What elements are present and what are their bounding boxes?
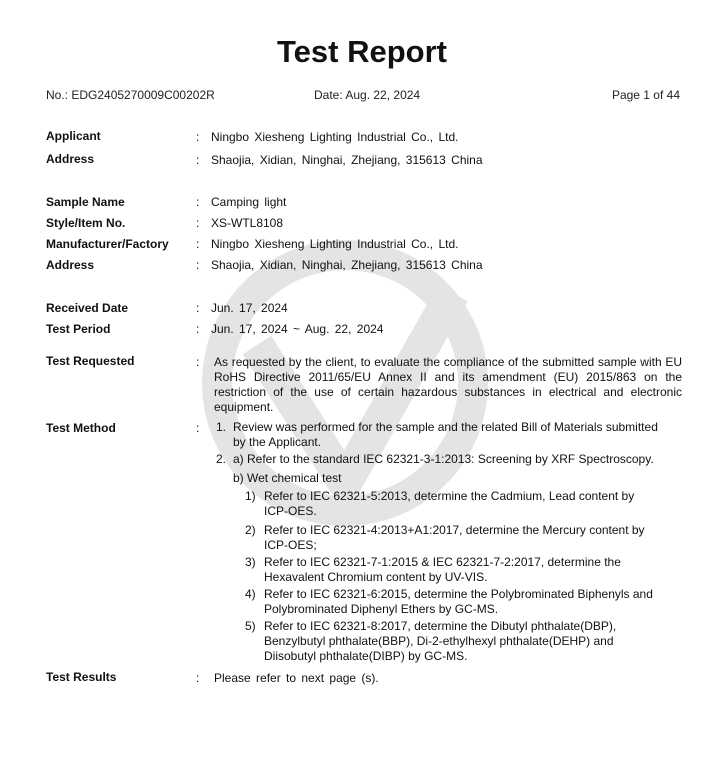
colon: : <box>196 195 200 209</box>
subitem-line: Refer to IEC 62321-7-1:2015 & IEC 62321-7-2:2017, determine the <box>264 555 621 569</box>
colon: : <box>196 671 200 685</box>
test-requested-label: Test Requested <box>46 354 135 368</box>
address-label: Address <box>46 152 95 166</box>
factory-address-label: Address <box>46 258 95 272</box>
method-item1-line2: by the Applicant. <box>233 435 322 449</box>
subitem-number: 4) <box>245 587 256 601</box>
received-date-value: Jun. 17, 2024 <box>211 301 288 315</box>
subitem-number: 2) <box>245 523 256 537</box>
test-results-label: Test Results <box>46 670 117 684</box>
page-number: Page 1 of 44 <box>611 88 680 102</box>
subitem-line: Hexavalent Chromium content by UV-VIS. <box>264 570 488 584</box>
manufacturer-value: Ningbo Xiesheng Lighting Industrial Co., Ltd. <box>211 237 459 251</box>
report-title: Test Report <box>277 34 447 69</box>
test-requested-value: As requested by the client, to evaluate the compliance of the submitted sample with EU RoHS Directive 2011/65/EU Annex II and its amendment (EU) 2015/863 on the restriction of the use of certain hazardous substances in electrical and electronic equipment. <box>214 355 682 414</box>
subitem-line: Refer to IEC 62321-5:2013, determine the Cadmium, Lead content by <box>264 489 635 503</box>
subitem-line: ICP-OES. <box>264 504 317 518</box>
colon: : <box>196 237 200 251</box>
received-date-label: Received Date <box>46 301 129 315</box>
colon: : <box>196 130 200 144</box>
report-number: No.: EDG2405270009C00202R <box>46 88 215 102</box>
report-date: Date: Aug. 22, 2024 <box>314 88 421 102</box>
subitem-line: Diisobutyl phthalate(DIBP) by GC-MS. <box>264 649 468 663</box>
colon: : <box>196 301 200 315</box>
method-item2a: a) Refer to the standard IEC 62321-3-1:2013: Screening by XRF Spectroscopy. <box>233 452 654 466</box>
sample-name-label: Sample Name <box>46 195 125 209</box>
style-item-value: XS-WTL8108 <box>211 216 284 230</box>
colon: : <box>196 153 200 167</box>
method-item-number: 1. <box>216 420 227 434</box>
style-item-label: Style/Item No. <box>46 216 126 230</box>
colon: : <box>196 258 200 272</box>
colon: : <box>196 421 200 435</box>
address-value: Shaojia, Xidian, Ninghai, Zhejiang, 315613 China <box>211 153 483 167</box>
method-item2b: b) Wet chemical test <box>233 471 342 485</box>
method-item1-line1: Review was performed for the sample and the related Bill of Materials submitted <box>233 420 658 434</box>
test-method-label: Test Method <box>46 421 116 435</box>
applicant-label: Applicant <box>46 129 101 143</box>
method-item-number: 2. <box>216 452 227 466</box>
sample-name-value: Camping light <box>211 195 287 209</box>
colon: : <box>196 355 200 369</box>
test-period-label: Test Period <box>46 322 111 336</box>
subitem-line: Refer to IEC 62321-6:2015, determine the Polybrominated Biphenyls and <box>264 587 653 601</box>
subitem-line: Benzylbutyl phthalate(BBP), Di-2-ethylhexyl phthalate(DEHP) and <box>264 634 614 648</box>
subitem-line: ICP-OES; <box>264 538 317 552</box>
applicant-value: Ningbo Xiesheng Lighting Industrial Co., Ltd. <box>211 130 459 144</box>
subitem-line: Polybrominated Diphenyl Ethers by GC-MS. <box>264 602 499 616</box>
manufacturer-label: Manufacturer/Factory <box>46 237 169 251</box>
subitem-line: Refer to IEC 62321-8:2017, determine the Dibutyl phthalate(DBP), <box>264 619 617 633</box>
subitem-number: 5) <box>245 619 256 633</box>
colon: : <box>196 216 200 230</box>
test-results-value: Please refer to next page (s). <box>214 671 379 685</box>
subitem-line: Refer to IEC 62321-4:2013+A1:2017, determine the Mercury content by <box>264 523 645 537</box>
subitem-number: 3) <box>245 555 256 569</box>
subitem-number: 1) <box>245 489 256 503</box>
test-period-value: Jun. 17, 2024 ~ Aug. 22, 2024 <box>211 322 384 336</box>
factory-address-value: Shaojia, Xidian, Ninghai, Zhejiang, 315613 China <box>211 258 483 272</box>
colon: : <box>196 322 200 336</box>
